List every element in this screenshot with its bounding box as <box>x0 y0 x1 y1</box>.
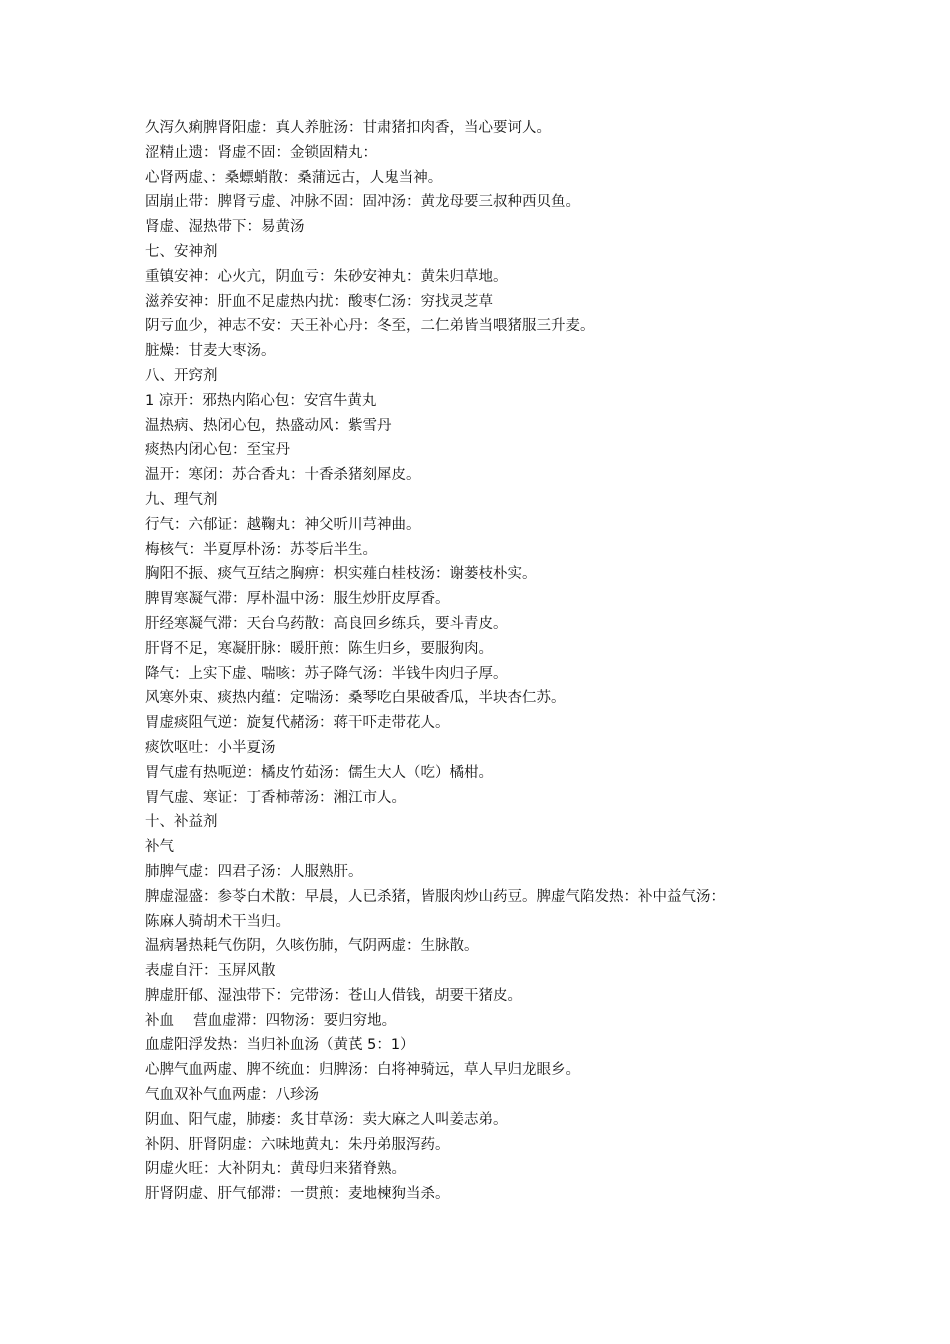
text-line: 滋养安神：肝血不足虚热内扰：酸枣仁汤：穷找灵芝草 <box>145 293 493 310</box>
text-line: 温病暑热耗气伤阴，久咳伤肺，气阴两虚：生脉散。 <box>145 938 479 955</box>
section-heading: 九、理气剂 <box>145 491 218 508</box>
text-line: 胃气虚有热呃逆：橘皮竹茹汤：儒生大人（吃）橘柑。 <box>145 764 493 781</box>
text-line: 胸阳不振、痰气互结之胸痹：枳实薤白桂枝汤：谢蒌枝朴实。 <box>145 566 537 583</box>
text-line: 肾虚、湿热带下：易黄汤 <box>145 219 305 236</box>
text-line: 阴虚火旺：大补阴丸：黄母归来猪脊熟。 <box>145 1161 406 1178</box>
text-line: 梅核气：半夏厚朴汤：苏苓后半生。 <box>145 541 377 558</box>
text-line: 重镇安神：心火亢，阴血亏：朱砂安神丸：黄朱归草地。 <box>145 268 508 285</box>
text-line: 肝肾不足，寒凝肝脉：暖肝煎：陈生归乡，要服狗肉。 <box>145 640 493 657</box>
text-line: 降气：上实下虚、喘咳：苏子降气汤：半钱牛肉归子厚。 <box>145 665 508 682</box>
text-line: 痰热内闭心包：至宝丹 <box>145 442 290 459</box>
section-heading: 十、补益剂 <box>145 814 218 831</box>
text-line: 1 凉开：邪热内陷心包：安宫牛黄丸 <box>145 392 377 409</box>
text-line: 阴血、阳气虚，肺痿：炙甘草汤：卖大麻之人叫姜志弟。 <box>145 1111 508 1128</box>
text-line: 气血双补气血两虚：八珍汤 <box>145 1087 319 1104</box>
text-line: 脾胃寒凝气滞：厚朴温中汤：服生炒肝皮厚香。 <box>145 591 450 608</box>
text-line: 表虚自汗：玉屏风散 <box>145 963 276 980</box>
text-line: 肝经寒凝气滞：天台乌药散：高良回乡练兵，要斗青皮。 <box>145 615 508 632</box>
text-line: 肺脾气虚：四君子汤：人服熟肝。 <box>145 863 363 880</box>
text-line: 血虚阳浮发热：当归补血汤（黄芪 5：1） <box>145 1037 415 1054</box>
text-line: 脾虚湿盛：参苓白术散：早晨，人已杀猪，皆服肉炒山药豆。脾虚气陷发热：补中益气汤： <box>145 888 725 905</box>
text-line: 胃虚痰阻气逆：旋复代赭汤：蒋干吓走带花人。 <box>145 715 450 732</box>
text-line: 阴亏血少，神志不安：天王补心丹：冬至，二仁弟皆当喂猪服三升麦。 <box>145 318 595 335</box>
text-line: 脏燥：甘麦大枣汤。 <box>145 343 276 360</box>
text-line: 温热病、热闭心包，热盛动风：紫雪丹 <box>145 417 392 434</box>
subsection-heading: 补气 <box>145 839 174 856</box>
section-heading: 八、开窍剂 <box>145 367 218 384</box>
text-line: 补血 营血虚滞：四物汤：要归穷地。 <box>145 1012 397 1029</box>
document-page <box>145 116 825 1207</box>
text-line: 行气：六郁证：越鞠丸：神父听川芎神曲。 <box>145 516 421 533</box>
text-line: 固崩止带：脾肾亏虚、冲脉不固：固冲汤：黄龙母要三叔种西贝鱼。 <box>145 194 580 211</box>
text-line: 陈麻人骑胡术干当归。 <box>145 913 290 930</box>
text-line: 脾虚肝郁、湿浊带下：完带汤：苍山人借钱，胡要干猪皮。 <box>145 987 522 1004</box>
text-line: 胃气虚、寒证：丁香柿蒂汤：湘江市人。 <box>145 789 406 806</box>
text-line: 补阴、肝肾阴虚：六味地黄丸：朱丹弟服泻药。 <box>145 1136 450 1153</box>
text-line: 涩精止遗：肾虚不固：金锁固精丸： <box>145 144 377 161</box>
section-heading: 七、安神剂 <box>145 243 218 260</box>
text-line: 温开：寒闭：苏合香丸：十香杀猪刻犀皮。 <box>145 467 421 484</box>
text-line: 痰饮呕吐：小半夏汤 <box>145 739 276 756</box>
text-line: 心脾气血两虚、脾不统血：归脾汤：白将神骑远，草人早归龙眼乡。 <box>145 1062 580 1079</box>
text-line: 肝肾阴虚、肝气郁滞：一贯煎：麦地楝狗当杀。 <box>145 1186 450 1203</box>
text-line: 久泻久痢脾肾阳虚：真人养脏汤：甘肃猪扣肉香，当心要诃人。 <box>145 120 551 136</box>
text-line: 心肾两虚、：桑螵蛸散：桑蒲远古，人鬼当神。 <box>145 169 443 186</box>
text-line: 风寒外束、痰热内蕴：定喘汤：桑琴吃白果破香瓜，半块杏仁苏。 <box>145 690 566 707</box>
